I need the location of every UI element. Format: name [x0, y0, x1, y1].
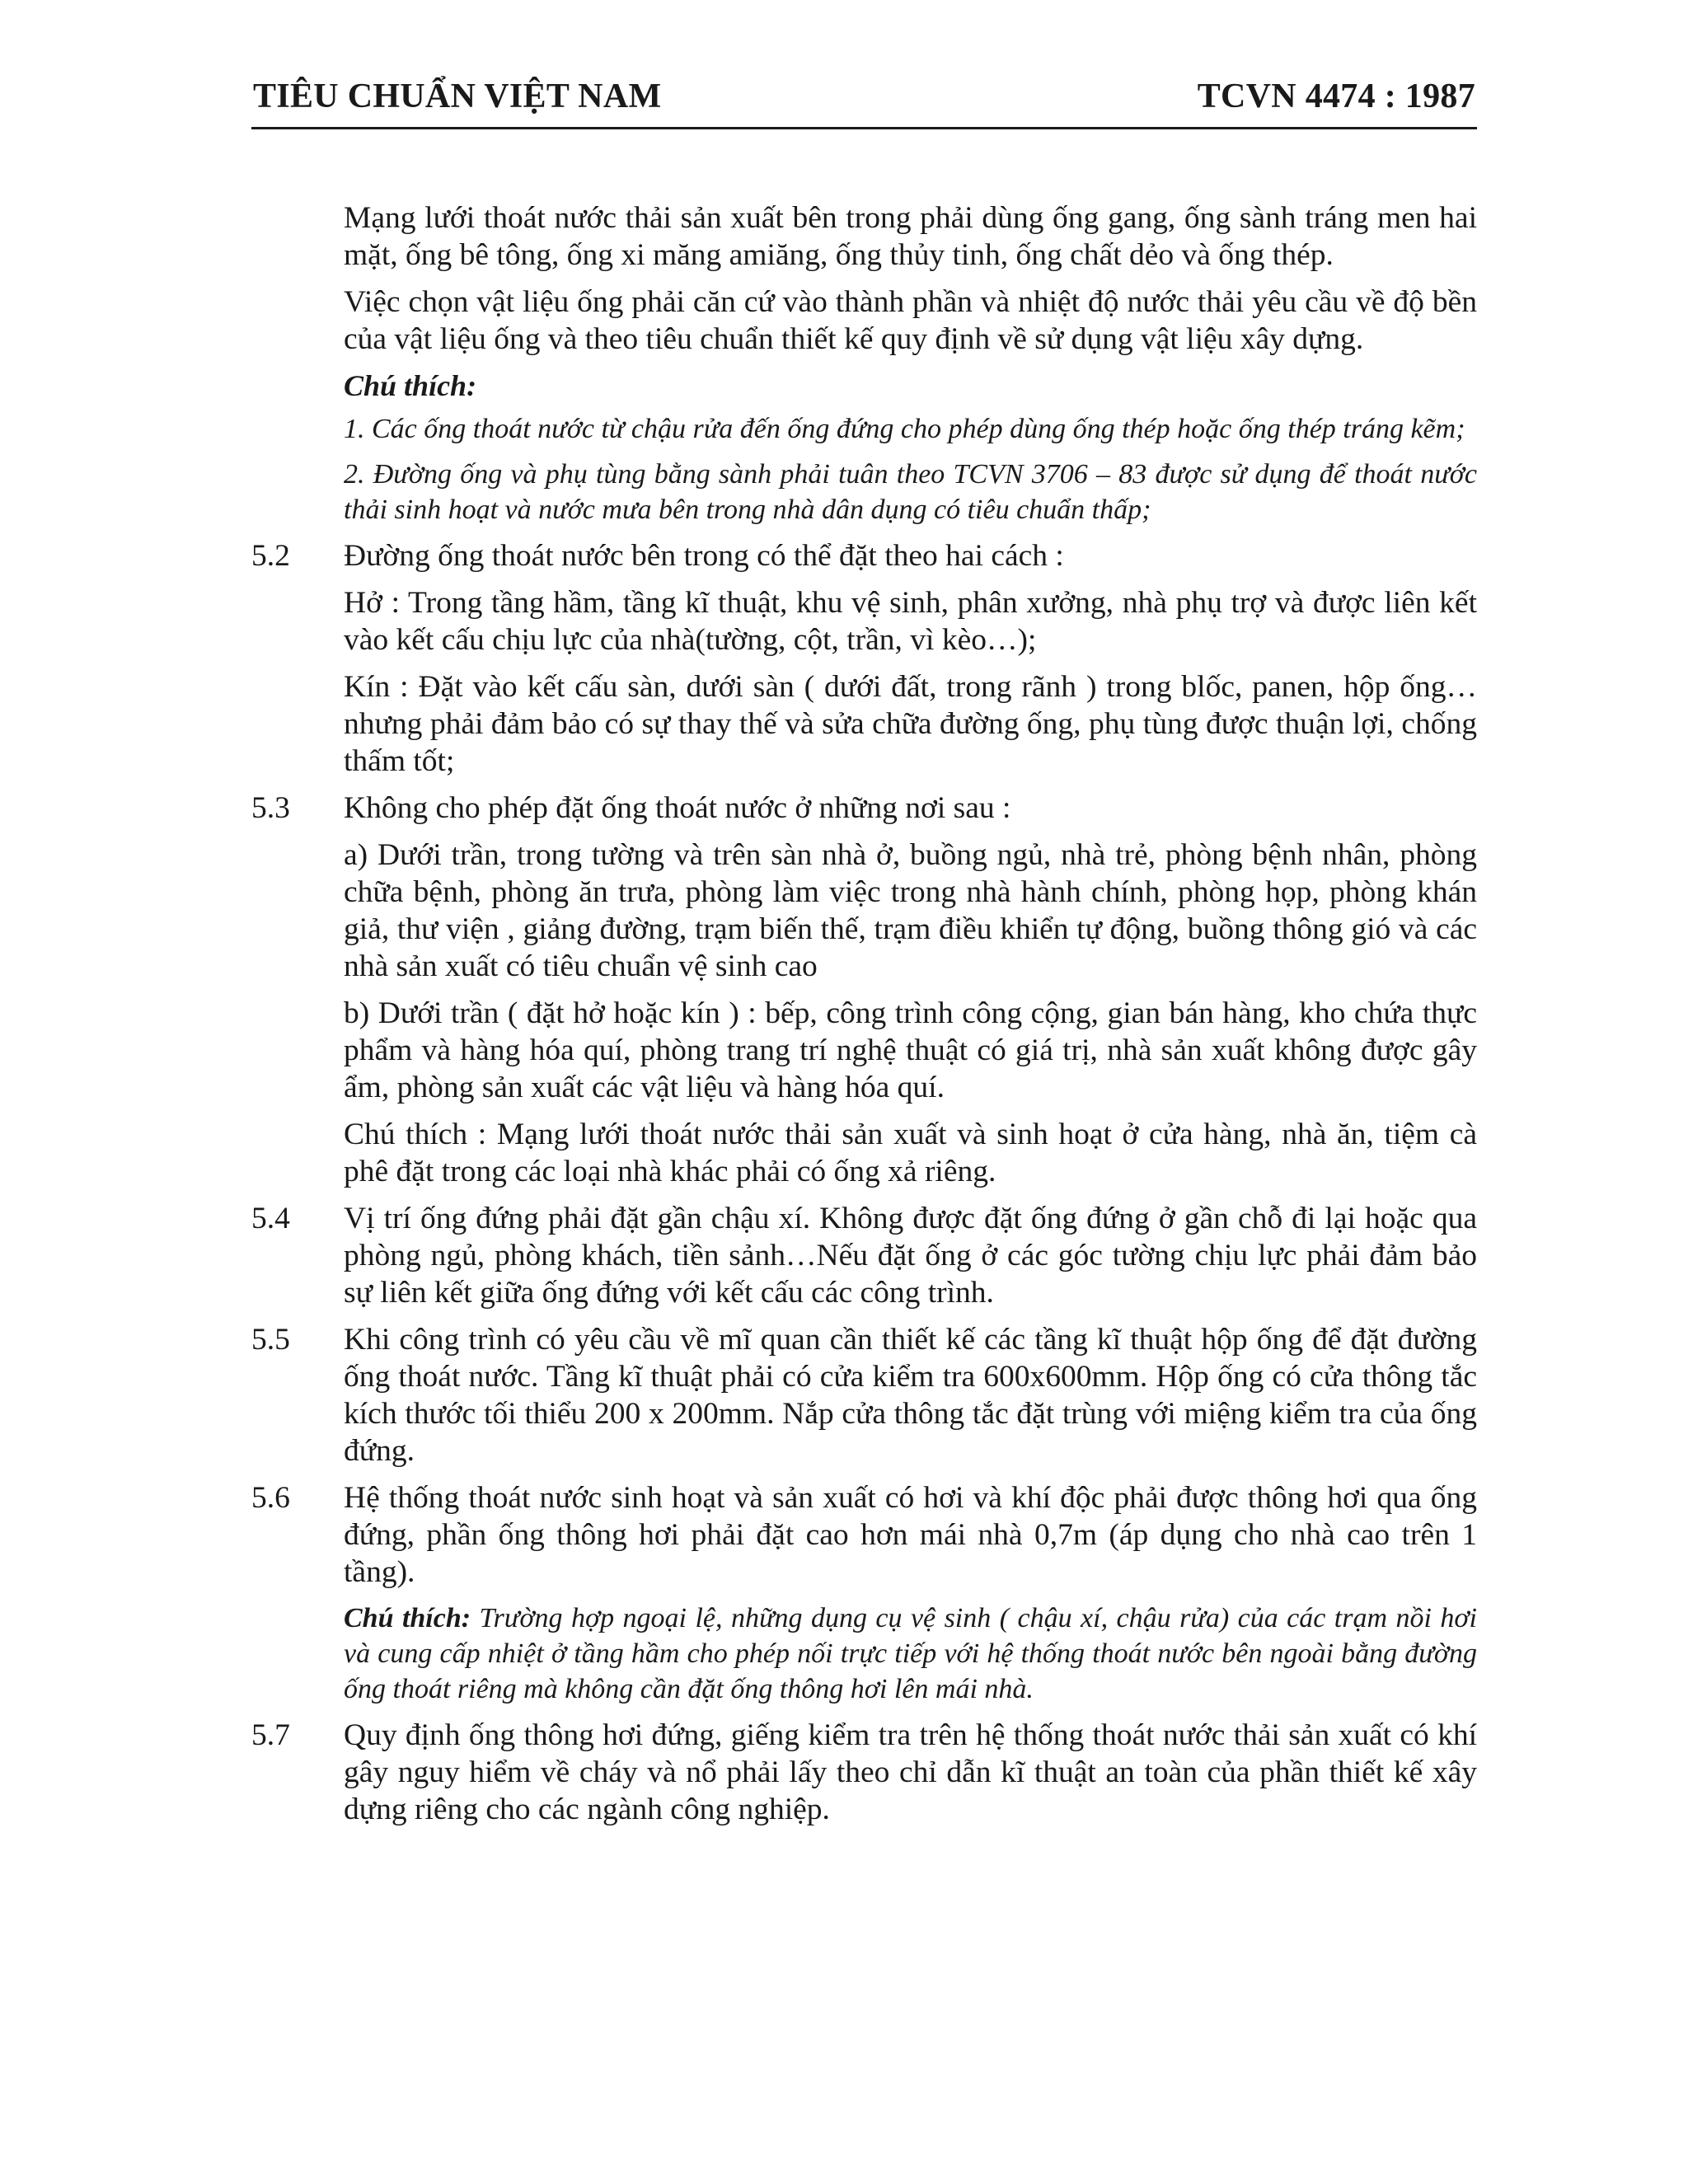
note-text: Trường hợp ngoại lệ, những dụng cụ vệ sinh ( chậu xí, chậu rửa) của các trạm nồi hơi và cung cấp nhiệt ở tầng hầm cho phép nối trực tiếp với hệ thống thoát nước bên ngoài bằng đường ống thoát riêng mà không cần đặt ống thông hơi lên mái nhà. [344, 1603, 1477, 1704]
section-5-3 [251, 790, 1477, 1190]
paragraph: a) Dưới trần, trong tường và trên sàn nhà ở, buồng ngủ, nhà trẻ, phòng bệnh nhân, phòng chữa bệnh, phòng ăn trưa, phòng làm việc trong nhà hành chính, phòng họp, phòng khán giả, thư viện , giảng đường, trạm biến thế, trạm điều khiển tự động, buồng thông gió và các nhà sản xuất có tiêu chuẩn vệ sinh cao [344, 838, 1477, 983]
standard-title: TIÊU CHUẨN VIỆT NAM [253, 77, 662, 115]
paragraph: Việc chọn vật liệu ống phải căn cứ vào thành phần và nhiệt độ nước thải yêu cầu về độ bền của vật liệu ống và theo tiêu chuẩn thiết kế quy định về sử dụng vật liệu xây dựng. [344, 285, 1477, 356]
section-5-2 [251, 537, 1477, 780]
section-number: 5.7 [251, 1718, 290, 1752]
paragraph: Hở : Trong tầng hầm, tầng kĩ thuật, khu vệ sinh, phân xưởng, nhà phụ trợ và được liên kết vào kết cấu chịu lực của nhà(tường, cột, trần, vì kèo…); [344, 586, 1477, 657]
paragraph: Kín : Đặt vào kết cấu sàn, dưới sàn ( dưới đất, trong rãnh ) trong blốc, panen, hộp ống…nhưng phải đảm bảo có sự thay thế và sửa chữa đường ống, phụ tùng được thuận lợi, chống thấm tốt; [344, 670, 1477, 778]
section-5-7 [251, 1717, 1477, 1828]
section-5-5 [251, 1321, 1477, 1469]
page-header [251, 76, 1477, 129]
paragraph: Chú thích : Mạng lưới thoát nước thải sản xuất và sinh hoạt ở cửa hàng, nhà ăn, tiệm cà phê đặt trong các loại nhà khác phải có ống xả riêng. [344, 1118, 1477, 1188]
paragraph: Đường ống thoát nước bên trong có thể đặt theo hai cách : [344, 539, 1064, 573]
section-number: 5.6 [251, 1481, 290, 1515]
paragraph: Khi công trình có yêu cầu về mĩ quan cần thiết kế các tầng kĩ thuật hộp ống để đặt đường ống thoát nước. Tầng kĩ thuật phải có cửa kiểm tra 600x600mm. Hộp ống có cửa thông tắc kích thước tối thiểu 200 x 200mm. Nắp cửa thông tắc đặt trùng với miệng kiểm tra của ống đứng. [344, 1323, 1477, 1468]
document-body [251, 199, 1477, 1838]
intro-section [251, 199, 1477, 527]
note-paragraph [344, 1601, 1477, 1707]
standard-code: TCVN 4474 : 1987 [1197, 77, 1475, 115]
section-number: 5.4 [251, 1202, 290, 1235]
paragraph: b) Dưới trần ( đặt hở hoặc kín ) : bếp, công trình công cộng, gian bán hàng, kho chứa thực phẩm và hàng hóa quí, phòng trang trí nghệ thuật có giá trị, nhà sản xuất không được gây ẩm, phòng sản xuất các vật liệu và hàng hóa quí. [344, 996, 1477, 1104]
section-number: 5.3 [251, 791, 290, 825]
paragraph: Hệ thống thoát nước sinh hoạt và sản xuất có hơi và khí độc phải được thông hơi qua ống đứng, phần ống thông hơi phải đặt cao hơn mái nhà 0,7m (áp dụng cho nhà cao trên 1 tầng). [344, 1481, 1477, 1589]
paragraph: Quy định ống thông hơi đứng, giếng kiểm tra trên hệ thống thoát nước thải sản xuất có khí gây nguy hiểm về cháy và nổ phải lấy theo chỉ dẫn kĩ thuật an toàn của phần thiết kế xây dựng riêng cho các ngành công nghiệp. [344, 1718, 1477, 1826]
note-title: Chú thích: [344, 1603, 471, 1633]
note-item: 1. Các ống thoát nước từ chậu rửa đến ống đứng cho phép dùng ống thép hoặc ống thép tráng kẽm; [344, 414, 1465, 444]
section-number: 5.2 [251, 539, 290, 573]
paragraph: Mạng lưới thoát nước thải sản xuất bên trong phải dùng ống gang, ống sành tráng men hai mặt, ống bê tông, ống xi măng amiăng, ống thủy tinh, ống chất dẻo và ống thép. [344, 201, 1477, 272]
note-title: Chú thích: [344, 369, 477, 402]
section-5-4 [251, 1200, 1477, 1311]
paragraph: Không cho phép đặt ống thoát nước ở những nơi sau : [344, 791, 1011, 825]
section-5-6 [251, 1479, 1477, 1707]
paragraph: Vị trí ống đứng phải đặt gần chậu xí. Không được đặt ống đứng ở gần chỗ đi lại hoặc qua phòng ngủ, phòng khách, tiền sảnh…Nếu đặt ống ở các góc tường chịu lực phải đảm bảo sự liên kết giữa ống đứng với kết cấu các công trình. [344, 1202, 1477, 1310]
note-item: 2. Đường ống và phụ tùng bằng sành phải tuân theo TCVN 3706 – 83 được sử dụng để thoát nước thải sinh hoạt và nước mưa bên trong nhà dân dụng có tiêu chuẩn thấp; [344, 459, 1477, 525]
section-number: 5.5 [251, 1323, 290, 1357]
